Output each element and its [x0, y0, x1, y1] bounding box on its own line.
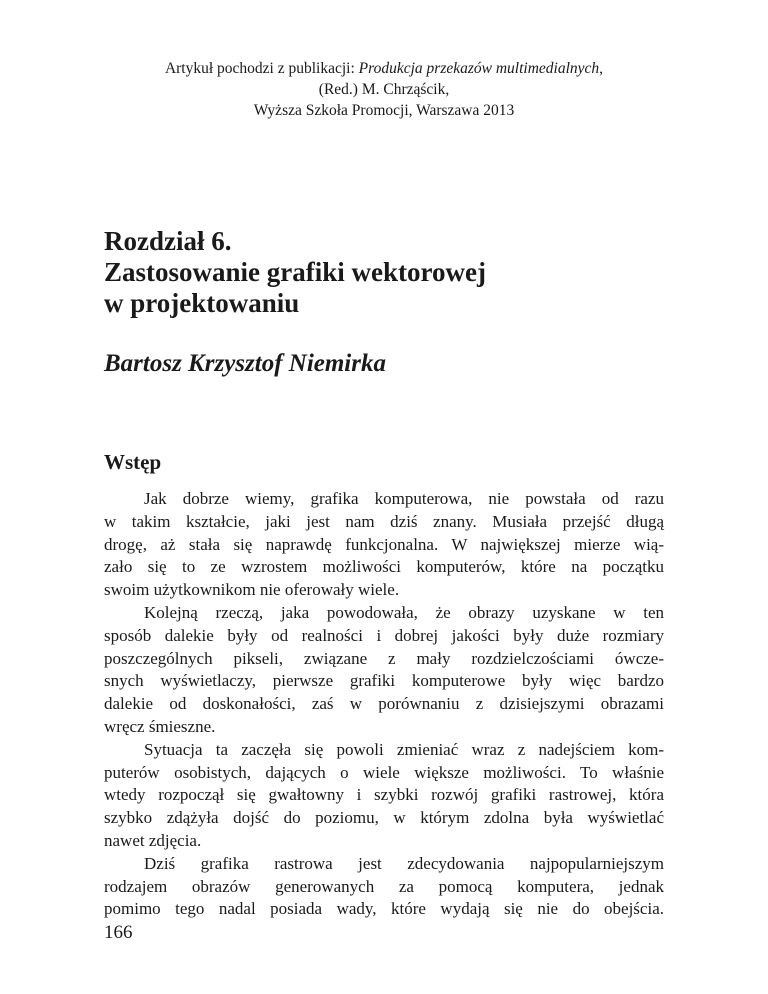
- paragraph-line: w takim kształcie, jaki jest nam dziś znany. Musiała przejść długą: [104, 511, 664, 531]
- paragraph-line: Jak dobrze wiemy, grafika komputerowa, nie powstała od razu: [144, 489, 664, 508]
- paragraph-line: snych wyświetlaczy, pierwsze grafiki komputerowe były więc bardzo: [104, 671, 664, 691]
- chapter-title-line-2: w projektowaniu: [104, 288, 300, 318]
- section-heading: Wstęp: [104, 450, 162, 474]
- paragraph: [104, 853, 664, 921]
- paragraph-line: wręcz śmieszne.: [104, 716, 216, 736]
- source-comma: ,: [599, 60, 604, 77]
- paragraph-line: pomimo tego nadal posiada wady, które wydają się nie do obejścia.: [104, 899, 664, 919]
- source-line-2: (Red.) M. Chrząścik,: [318, 81, 450, 98]
- paragraph-line: Sytuacja ta zaczęła się powoli zmieniać wraz z nadejściem kom-: [144, 739, 664, 759]
- paragraph-line: swoim użytkownikom nie oferowały wiele.: [104, 580, 400, 600]
- paragraph-line: dalekie od doskonałości, zaś w porównaniu z dzisiejszymi obrazami: [104, 694, 664, 714]
- paragraph-line: rodzajem obrazów generowanych za pomocą komputera, jednak: [104, 876, 664, 896]
- paragraph-line: wtedy rozpoczął się gwałtowny i szybki rozwój grafiki rastrowej, która: [104, 785, 664, 805]
- source-line-3: Wyższa Szkoła Promocji, Warszawa 2013: [253, 102, 515, 119]
- author-name: Bartosz Krzysztof Niemirka: [104, 350, 386, 377]
- paragraph-line: zało się to ze wzrostem możliwości komputerów, które na początku: [104, 557, 664, 577]
- paragraph: [104, 739, 664, 853]
- body-text: [104, 488, 664, 921]
- paragraph-line: nawet zdjęcia.: [104, 830, 202, 850]
- paragraph-line: sposób dalekie były od realności i dobrej jakości były duże rozmiary: [104, 625, 664, 645]
- paragraph-line: puterów osobistych, dających o wiele większe możliwości. To właśnie: [104, 762, 664, 782]
- paragraph-line: szybko zdążyła dojść do poziomu, w którym zdolna była wyświetlać: [104, 808, 664, 828]
- paragraph: [104, 602, 664, 739]
- paragraph-line: drogę, aż stała się naprawdę funkcjonalna. W największej mierze wią-: [104, 534, 664, 554]
- paragraph-line: Kolejną rzeczą, jaka powodowała, że obrazy uzyskane w ten: [144, 602, 664, 622]
- paragraph-line: poszczególnych pikseli, związane z mały rozdzielczościami ówcze-: [104, 648, 664, 668]
- page-number: 166: [104, 922, 133, 943]
- source-prefix: Artykuł pochodzi z publikacji:: [164, 60, 359, 77]
- paragraph: [104, 488, 664, 602]
- chapter-title-line-1: Zastosowanie grafiki wektorowej: [104, 257, 486, 287]
- source-note: [0, 58, 768, 121]
- paragraph-line: Dziś grafika rastrowa jest zdecydowania najpopularniejszym: [144, 853, 664, 873]
- publication-title: Produkcja przekazów multimedialnych: [358, 60, 600, 77]
- chapter-title: [104, 226, 664, 319]
- chapter-number: Rozdział 6.: [104, 226, 232, 256]
- source-line-1: [0, 58, 768, 79]
